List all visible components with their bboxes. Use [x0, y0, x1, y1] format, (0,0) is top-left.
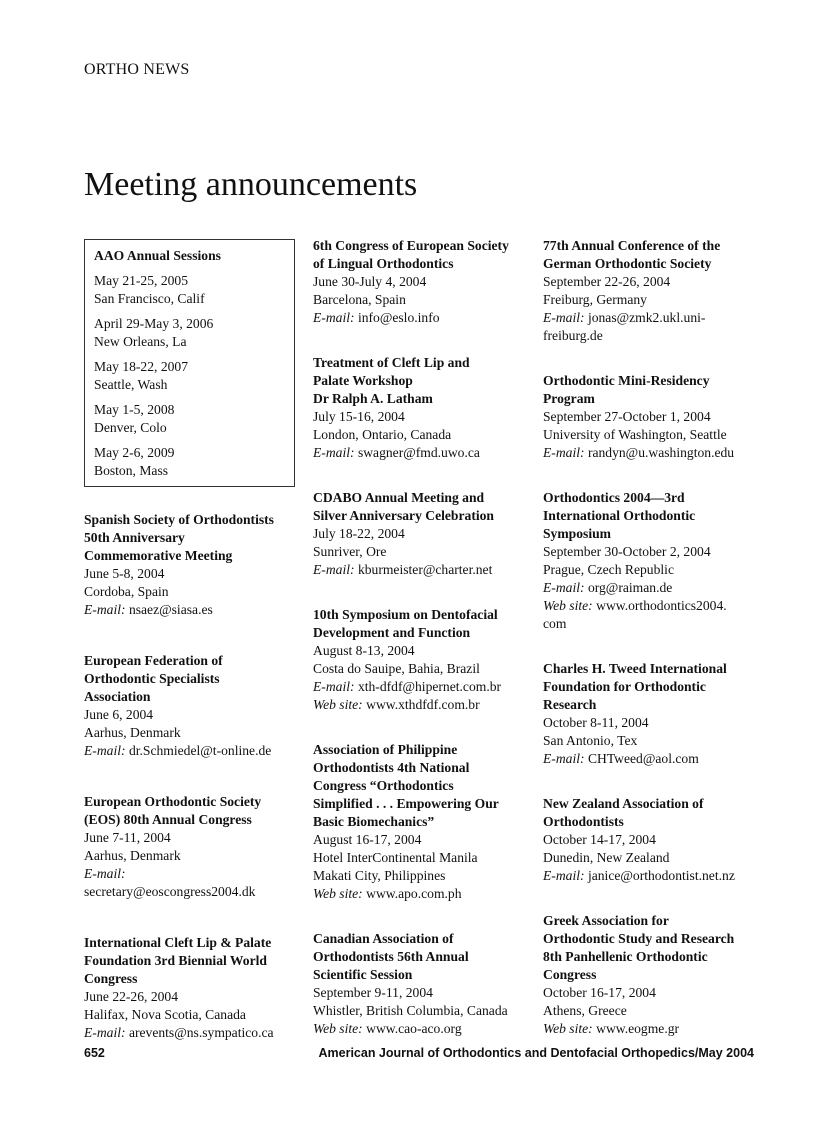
website-label: Web site: [313, 1021, 363, 1036]
aao-session [94, 358, 285, 394]
email [313, 444, 535, 462]
website-value[interactable]: www.eogme.gr [596, 1021, 680, 1036]
meeting-title: European Orthodontic Society [84, 794, 262, 809]
email [543, 444, 763, 462]
meeting-dates: October 14-17, 2004 [543, 832, 656, 847]
session-dates: May 18-22, 2007 [94, 359, 189, 374]
email-label: E-mail: [313, 679, 355, 694]
meeting-location: Sunriver, Ore [313, 544, 387, 559]
meeting-title: (EOS) 80th Annual Congress [84, 812, 252, 827]
journal-citation: American Journal of Orthodontics and Dentofacial Orthopedics/May 2004 [318, 1046, 754, 1060]
meeting-location: Athens, Greece [543, 1003, 627, 1018]
session-dates: May 2-6, 2009 [94, 445, 175, 460]
meeting-title: Basic Biomechanics” [313, 814, 435, 829]
meeting-announcement [313, 489, 535, 579]
email-label: E-mail: [543, 868, 585, 883]
session-dates: April 29-May 3, 2006 [94, 316, 214, 331]
meeting-title: Association of Philippine [313, 742, 458, 757]
website [313, 1020, 535, 1038]
meeting-location: University of Washington, Seattle [543, 427, 727, 442]
meeting-dates: June 5-8, 2004 [84, 566, 165, 581]
website-label: Web site: [313, 886, 363, 901]
email-label: E-mail: [543, 751, 585, 766]
email-link[interactable]: secretary@eoscongress2004.dk [84, 884, 256, 899]
meeting-dates: June 7-11, 2004 [84, 830, 171, 845]
meeting-announcement [313, 237, 535, 327]
meeting-dates: June 30-July 4, 2004 [313, 274, 427, 289]
meeting-location: Aarhus, Denmark [84, 725, 181, 740]
meeting-dates: August 16-17, 2004 [313, 832, 422, 847]
email [313, 309, 535, 327]
email-label: E-mail: [84, 866, 126, 881]
email [543, 579, 763, 597]
email-link-continued[interactable]: freiburg.de [543, 328, 603, 343]
meeting-title: Orthodontists [543, 814, 624, 829]
meeting-announcement [84, 793, 304, 901]
meeting-location: Cordoba, Spain [84, 584, 169, 599]
email-label: E-mail: [543, 310, 585, 325]
session-dates: May 21-25, 2005 [94, 273, 189, 288]
email-label: E-mail: [84, 1025, 126, 1040]
email-label: E-mail: [313, 562, 355, 577]
meeting-announcement [313, 741, 535, 903]
meeting-title: CDABO Annual Meeting and [313, 490, 485, 505]
meeting-dates: July 18-22, 2004 [313, 526, 405, 541]
website-value[interactable]: www.apo.com.ph [366, 886, 462, 901]
meeting-title: Foundation for Orthodontic [543, 679, 706, 694]
meeting-title: Congress “Orthodontics [313, 778, 454, 793]
email-value[interactable]: randyn@u.washington.edu [587, 445, 735, 460]
meeting-location: Whistler, British Columbia, Canada [313, 1003, 508, 1018]
email-label: E-mail: [84, 743, 126, 758]
meeting-location: Barcelona, Spain [313, 292, 406, 307]
meeting-title: Simplified . . . Empowering Our [313, 796, 499, 811]
email-label: E-mail: [543, 445, 585, 460]
page-number: 652 [84, 1046, 105, 1060]
meeting-title: Association [84, 689, 151, 704]
meeting-announcement [543, 372, 763, 462]
email-value[interactable]: jonas@zmk2.ukl.uni- [587, 310, 706, 325]
meeting-title: Orthodontics 2004—3rd [543, 490, 685, 505]
meeting-dates: October 16-17, 2004 [543, 985, 656, 1000]
meeting-title: Charles H. Tweed International [543, 661, 727, 676]
meeting-announcement [84, 934, 304, 1042]
meeting-announcement [84, 511, 304, 619]
session-place: Seattle, Wash [94, 377, 168, 392]
meeting-dates: September 9-11, 2004 [313, 985, 433, 1000]
meeting-location: Costa do Sauipe, Bahia, Brazil [313, 661, 480, 676]
session-place: Boston, Mass [94, 463, 169, 478]
meeting-title: 6th Congress of European Society [313, 238, 509, 253]
meeting-title: 77th Annual Conference of the [543, 238, 721, 253]
meeting-title: Treatment of Cleft Lip and [313, 355, 470, 370]
email [543, 309, 763, 327]
meeting-title: 10th Symposium on Dentofacial [313, 607, 498, 622]
meeting-title: Dr Ralph A. Latham [313, 391, 433, 406]
email-value[interactable]: org@raiman.de [587, 580, 673, 595]
meeting-dates: June 22-26, 2004 [84, 989, 179, 1004]
meeting-announcement [313, 930, 535, 1038]
meeting-location: Freiburg, Germany [543, 292, 647, 307]
email [313, 561, 535, 579]
meeting-announcement [313, 354, 535, 462]
email-label: E-mail: [313, 310, 355, 325]
session-place: Denver, Colo [94, 420, 167, 435]
email [84, 1024, 304, 1042]
meeting-title: International Cleft Lip & Palate [84, 935, 272, 950]
meeting-location: Aarhus, Denmark [84, 848, 181, 863]
meeting-title: Symposium [543, 526, 611, 541]
session-place: New Orleans, La [94, 334, 187, 349]
meeting-title: Orthodontic Specialists [84, 671, 220, 686]
website-label: Web site: [313, 697, 363, 712]
website-link-continued[interactable]: com [543, 616, 567, 631]
meeting-dates: September 27-October 1, 2004 [543, 409, 711, 424]
meeting-location: Hotel InterContinental Manila [313, 850, 478, 865]
website-value[interactable]: www.orthodontics2004. [596, 598, 727, 613]
email-value[interactable]: kburmeister@charter.net [357, 562, 493, 577]
meeting-title: Congress [543, 967, 597, 982]
meeting-announcement [543, 489, 763, 633]
meeting-title: Program [543, 391, 595, 406]
email [313, 678, 535, 696]
meeting-title: Silver Anniversary Celebration [313, 508, 494, 523]
email [84, 601, 304, 619]
meeting-title: 8th Panhellenic Orthodontic [543, 949, 708, 964]
page-title: Meeting announcements [84, 166, 418, 203]
aao-sessions-box [84, 239, 295, 487]
aao-box-title: AAO Annual Sessions [94, 248, 221, 263]
website-value[interactable]: www.cao-aco.org [366, 1021, 462, 1036]
email-label: E-mail: [543, 580, 585, 595]
website [543, 597, 763, 615]
website [543, 1020, 763, 1038]
meeting-announcement [543, 237, 763, 345]
meeting-announcement [543, 912, 763, 1038]
meeting-title: Palate Workshop [313, 373, 413, 388]
email-value[interactable]: dr.Schmiedel@t-online.de [128, 743, 272, 758]
email [543, 867, 763, 885]
meeting-title: European Federation of [84, 653, 223, 668]
email-label: E-mail: [84, 602, 126, 617]
meeting-title: Development and Function [313, 625, 471, 640]
website-label: Web site: [543, 1021, 593, 1036]
meeting-location: Halifax, Nova Scotia, Canada [84, 1007, 246, 1022]
aao-session [94, 315, 285, 351]
meeting-dates: September 30-October 2, 2004 [543, 544, 711, 559]
meeting-dates: September 22-26, 2004 [543, 274, 671, 289]
meeting-announcement [313, 606, 535, 714]
email-value[interactable]: swagner@fmd.uwo.ca [357, 445, 480, 460]
meeting-title: Foundation 3rd Biennial World [84, 953, 267, 968]
meeting-title: International Orthodontic [543, 508, 696, 523]
meeting-title: Research [543, 697, 597, 712]
meeting-title: New Zealand Association of [543, 796, 704, 811]
meeting-title: of Lingual Orthodontics [313, 256, 454, 271]
meeting-dates: July 15-16, 2004 [313, 409, 405, 424]
website [313, 885, 535, 903]
meeting-location: Makati City, Philippines [313, 868, 446, 883]
meeting-announcement [543, 795, 763, 885]
email-value[interactable]: xth-dfdf@hipernet.com.br [357, 679, 502, 694]
meeting-dates: August 8-13, 2004 [313, 643, 415, 658]
meeting-dates: October 8-11, 2004 [543, 715, 649, 730]
email-label: E-mail: [313, 445, 355, 460]
meeting-location: Dunedin, New Zealand [543, 850, 670, 865]
email [84, 742, 304, 760]
session-dates: May 1-5, 2008 [94, 402, 175, 417]
email-value[interactable]: arevents@ns.sympatico.ca [128, 1025, 274, 1040]
email-value[interactable]: CHTweed@aol.com [587, 751, 699, 766]
website [313, 696, 535, 714]
meeting-title: Orthodontists 56th Annual [313, 949, 469, 964]
section-label: ORTHO NEWS [84, 61, 190, 78]
meeting-dates: June 6, 2004 [84, 707, 154, 722]
email-value[interactable]: janice@orthodontist.net.nz [587, 868, 735, 883]
meeting-title: Commemorative Meeting [84, 548, 233, 563]
meeting-title: Orthodontic Mini-Residency [543, 373, 710, 388]
meeting-title: Orthodontic Study and Research [543, 931, 735, 946]
website-value[interactable]: www.xthdfdf.com.br [366, 697, 480, 712]
meeting-title: Spanish Society of Orthodontists [84, 512, 274, 527]
email-value[interactable]: info@eslo.info [357, 310, 440, 325]
session-place: San Francisco, Calif [94, 291, 205, 306]
email-value[interactable]: nsaez@siasa.es [128, 602, 213, 617]
meeting-title: Scientific Session [313, 967, 413, 982]
meeting-title: 50th Anniversary [84, 530, 185, 545]
email [543, 750, 763, 768]
meeting-location: London, Ontario, Canada [313, 427, 452, 442]
aao-session [94, 401, 285, 437]
meeting-title: German Orthodontic Society [543, 256, 712, 271]
meeting-location: Prague, Czech Republic [543, 562, 674, 577]
meeting-announcement [84, 652, 304, 760]
meeting-title: Canadian Association of [313, 931, 454, 946]
meeting-title: Greek Association for [543, 913, 669, 928]
meeting-location: San Antonio, Tex [543, 733, 638, 748]
aao-session [94, 272, 285, 308]
meeting-title: Congress [84, 971, 138, 986]
website-label: Web site: [543, 598, 593, 613]
meeting-announcement [543, 660, 763, 768]
meeting-title: Orthodontists 4th National [313, 760, 470, 775]
aao-session [94, 444, 285, 480]
